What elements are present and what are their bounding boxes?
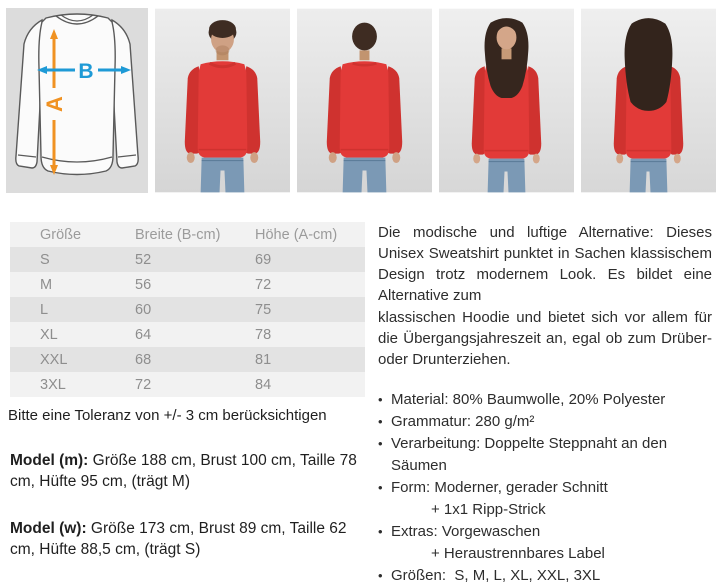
model-male-measurements [10,450,358,492]
feature-extras [378,521,712,543]
table-cell: 78 [255,326,272,343]
table-cell: XL [40,326,58,343]
bullet-icon: • [378,436,383,451]
table-cell: 75 [255,301,272,318]
table-cell: M [40,276,53,293]
product-details [8,222,716,587]
model-female-label: Model (w): [10,520,87,537]
table-row [10,272,365,297]
size-table-header-row [10,222,365,247]
feature-text: Form: Moderner, gerader Schnitt [391,479,608,496]
male-front-photo [155,8,290,193]
size-table [10,222,365,397]
product-photo-male-back[interactable] [297,8,432,193]
table-cell: 56 [135,276,152,293]
sweatshirt-measure-icon [6,8,148,193]
table-cell: 3XL [40,376,66,393]
table-row [10,297,365,322]
model-male-label: Model (m): [10,452,89,469]
table-row [10,247,365,272]
table-cell: XXL [40,351,68,368]
size-measurement-diagram[interactable] [6,8,148,193]
feature-text: Grammatur: 280 g/m² [391,413,535,430]
bullet-icon: • [378,414,383,429]
feature-text: Verarbeitung: Doppelte Steppnaht an den Säumen [391,435,668,474]
width-column-header: Breite (B-cm) [135,226,221,243]
product-image-gallery [0,0,720,193]
product-photo-female-front[interactable] [439,8,574,193]
size-info-column [8,222,365,587]
bullet-icon: • [378,392,383,407]
table-cell: S [40,251,50,268]
table-cell: 68 [135,351,152,368]
model-male-text: Größe 188 cm, Brust 100 cm, Taille 78 cm, Hüfte 95 cm, (trägt M) [10,452,357,490]
feature-list [378,389,712,587]
bullet-icon: • [378,524,383,539]
bullet-icon: • [378,480,383,495]
feature-text: Extras: Vorgewaschen [391,523,541,540]
table-cell: 72 [255,276,272,293]
feature-verarbeitung [378,433,712,477]
table-cell: 81 [255,351,272,368]
feature-text: Material: 80% Baumwolle, 20% Polyester [391,391,666,408]
model-female-text: Größe 173 cm, Brust 89 cm, Taille 62 cm, Hüfte 88,5 cm, (trägt S) [10,520,347,558]
table-cell: 60 [135,301,152,318]
description-paragraph-2: klassischen Hoodie und bietet sich vor allem für die Übergangsjahreszeit an, egal ob zum Drüber- oder Drunterziehen. [378,309,712,368]
product-photo-female-back[interactable] [581,8,716,193]
table-cell: 64 [135,326,152,343]
table-cell: 52 [135,251,152,268]
table-row [10,322,365,347]
female-front-photo [439,8,574,193]
feature-groessen [378,565,712,587]
diagram-label-a: A [42,96,67,112]
female-back-photo [581,8,716,193]
table-cell: 69 [255,251,272,268]
table-cell: 72 [135,376,152,393]
diagram-label-b: B [78,60,94,83]
size-column-header: Größe [40,226,82,243]
model-female-measurements [10,518,358,560]
bullet-icon: • [378,568,383,583]
feature-extras-sub: + Heraustrennbares Label [431,545,605,562]
feature-form-sub: + 1x1 Ripp-Strick [431,501,546,518]
height-column-header: Höhe (A-cm) [255,226,338,243]
product-photo-male-front[interactable] [155,8,290,193]
table-cell: L [40,301,49,318]
table-row [10,372,365,397]
feature-form [378,477,712,499]
male-back-photo [297,8,432,193]
feature-material [378,389,712,411]
description-paragraph-1: Die modische und luftige Alternative: Dieses Unisex Sweatshirt punktet in Sachen klassischem Design trotz modernem Look. Es bildet eine Alternative zum [378,224,712,304]
feature-text: Größen: S, M, L, XL, XXL, 3XL [391,567,601,584]
table-cell: 84 [255,376,272,393]
description-column [378,222,712,587]
table-row [10,347,365,372]
feature-grammatur [378,411,712,433]
tolerance-note: Bitte eine Toleranz von +/- 3 cm berücksichtigen [8,407,327,424]
